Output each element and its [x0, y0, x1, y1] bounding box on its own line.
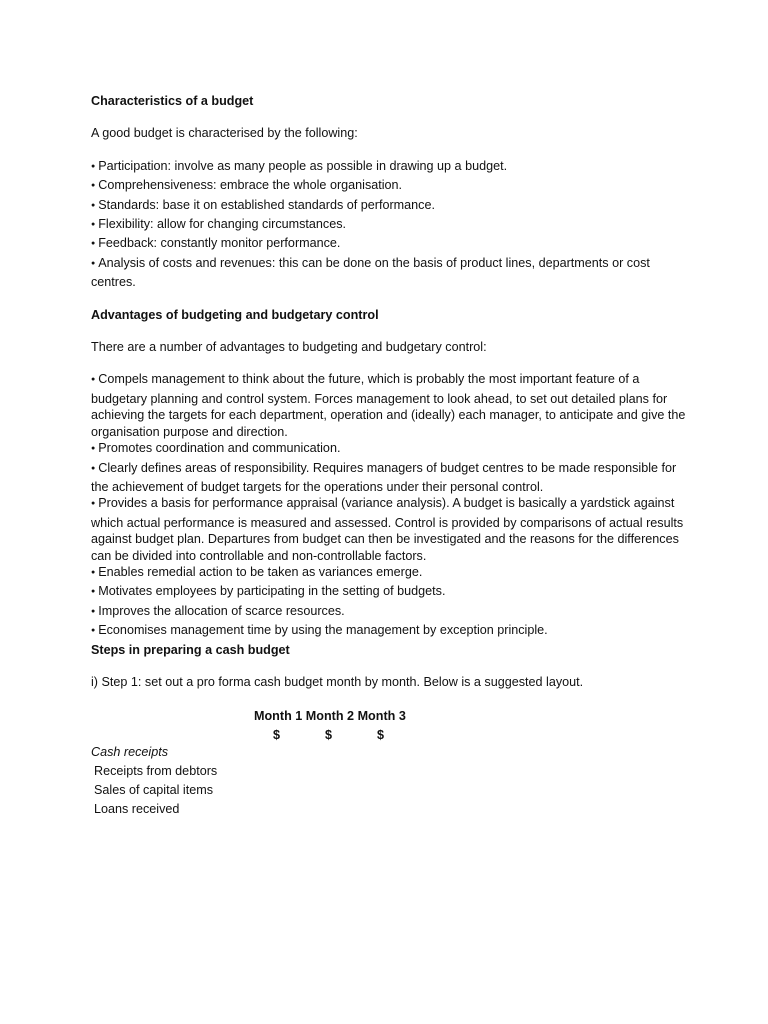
characteristics-intro: A good budget is characterised by the following: — [91, 126, 358, 141]
list-item: ● Comprehensiveness: embrace the whole organisation. — [91, 177, 691, 196]
month-header: Month 1 — [254, 709, 303, 724]
list-item: ● Provides a basis for performance appraisal (variance analysis). A budget is basically a yardstick against which actual performance is measured and assessed. Control is provided by comparisons of actual results against budget plan. Departures from budget can then be investigated and the reasons for the differences can be divided into controllable and non-controllable factors. — [91, 495, 691, 564]
characteristics-list — [91, 158, 691, 291]
month-header: Month 2 — [305, 709, 355, 724]
table-row: Receipts from debtors — [94, 764, 218, 779]
list-item: ● Improves the allocation of scarce resources. — [91, 603, 691, 622]
list-item: ● Motivates employees by participating in the setting of budgets. — [91, 583, 691, 602]
table-row: Sales of capital items — [94, 782, 213, 797]
step-1-text: i) Step 1: set out a pro forma cash budget month by month. Below is a suggested layout. — [91, 674, 584, 689]
list-item: ● Analysis of costs and revenues: this can be done on the basis of product lines, departments or cost centres. — [91, 255, 691, 291]
heading-characteristics: Characteristics of a budget — [91, 94, 254, 108]
document-content — [91, 93, 691, 818]
month-headers — [254, 708, 406, 724]
list-item: ● Participation: involve as many people as possible in drawing up a budget. — [91, 158, 691, 177]
list-item: ● Clearly defines areas of responsibility. Requires managers of budget centres to be made responsible for the achievement of budget targets for the operations under their personal control. — [91, 460, 691, 496]
month-header: Month 3 — [357, 709, 406, 724]
advantages-intro: There are a number of advantages to budgeting and budgetary control: — [91, 340, 487, 355]
cash-budget-layout — [91, 708, 691, 818]
currency-symbol: $ — [325, 728, 333, 743]
currency-symbol: $ — [377, 728, 385, 743]
cash-receipts-label: Cash receipts — [91, 745, 168, 760]
list-item: ● Standards: base it on established standards of performance. — [91, 197, 691, 216]
list-item: ● Promotes coordination and communication. — [91, 440, 691, 459]
currency-symbol: $ — [273, 728, 281, 743]
cash-receipts-rows — [94, 763, 217, 819]
list-item: ● Enables remedial action to be taken as variances emerge. — [91, 564, 691, 583]
heading-advantages: Advantages of budgeting and budgetary control — [91, 307, 379, 322]
advantages-list — [91, 371, 691, 641]
list-item: ● Economises management time by using the management by exception principle. — [91, 622, 691, 641]
list-item: ● Feedback: constantly monitor performance. — [91, 235, 691, 254]
list-item: ● Compels management to think about the future, which is probably the most important feature of a budgetary planning and control system. Forces management to look ahead, to set out detailed plans for achieving the targets for each department, operation and (ideally) each manager, to anticipate and give the organisation purpose and direction. — [91, 371, 691, 440]
table-row: Loans received — [94, 801, 180, 816]
list-item: ● Flexibility: allow for changing circumstances. — [91, 216, 691, 235]
heading-cash-budget-steps: Steps in preparing a cash budget — [91, 642, 290, 657]
